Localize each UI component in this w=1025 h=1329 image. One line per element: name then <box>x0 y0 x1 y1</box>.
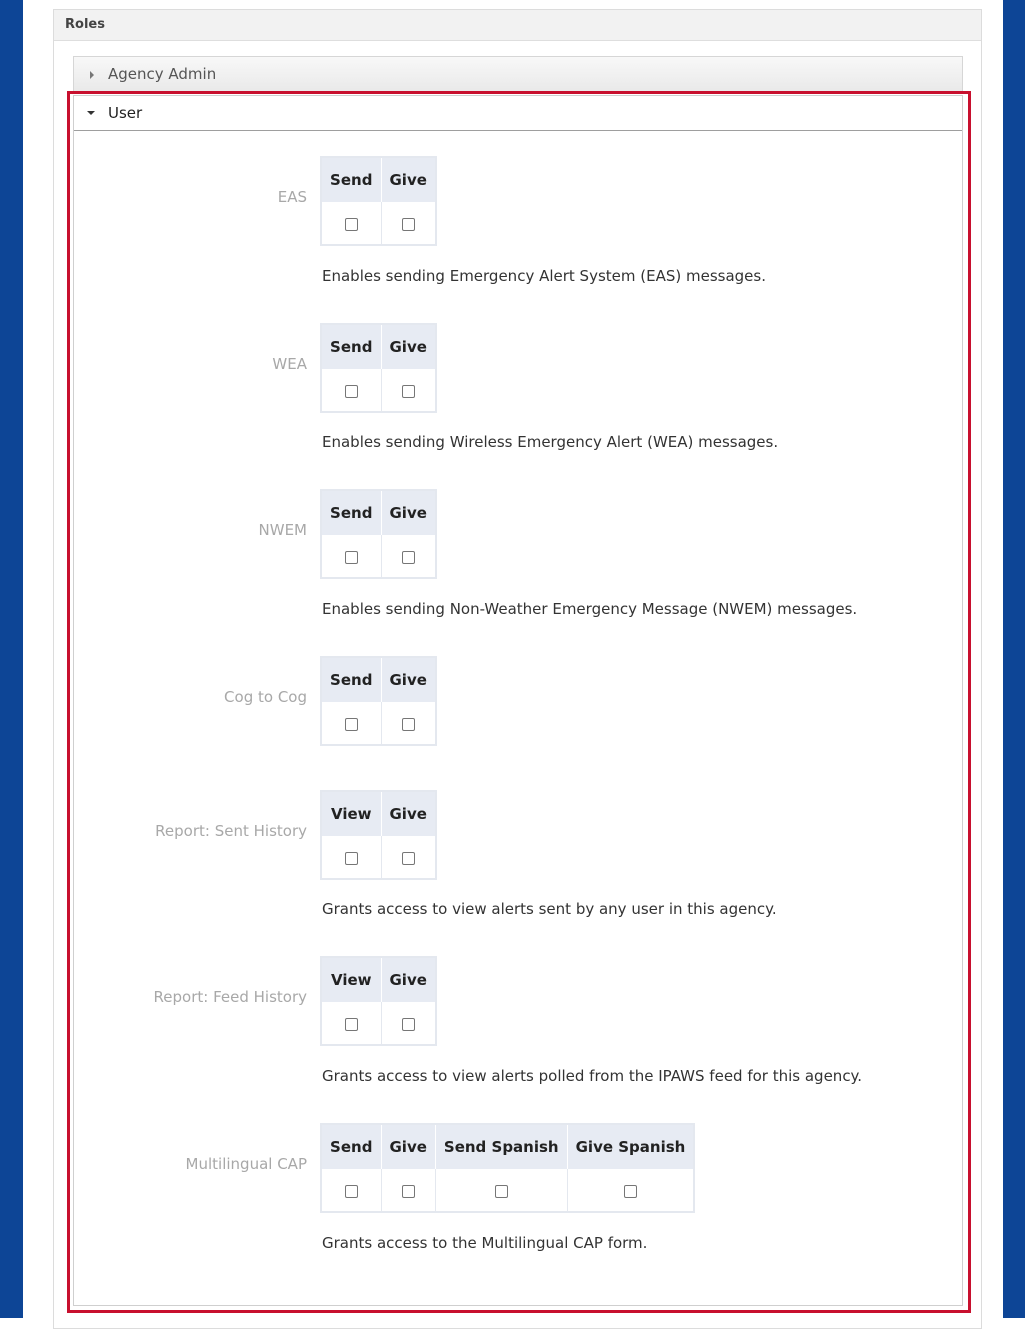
permission-table-report-sent-history <box>320 790 437 880</box>
column-header-send-spanish: Send Spanish <box>435 1124 567 1169</box>
cell-eas-send <box>321 202 381 245</box>
column-header-give: Give <box>381 657 436 702</box>
cell-wea-send <box>321 369 381 412</box>
permission-table-cog-to-cog <box>320 656 437 746</box>
permission-table-wea <box>320 323 437 413</box>
cell-cap-give <box>381 1169 435 1212</box>
column-header-give: Give <box>381 324 436 369</box>
cap-send-spanish-checkbox[interactable] <box>495 1185 508 1198</box>
permission-description-report-sent-history: Grants access to view alerts sent by any user in this agency. <box>322 900 777 918</box>
column-header-give: Give <box>381 791 436 836</box>
cap-give-checkbox[interactable] <box>402 1185 415 1198</box>
cell-cap-send-spanish <box>435 1169 567 1212</box>
cell-cap-send <box>321 1169 381 1212</box>
permission-description-eas: Enables sending Emergency Alert System (EAS) messages. <box>322 267 766 285</box>
sent-history-give-checkbox[interactable] <box>402 852 415 865</box>
column-header-send: Send <box>321 324 381 369</box>
cell-nwem-give <box>381 535 436 578</box>
cell-eas-give <box>381 202 436 245</box>
cell-cog-send <box>321 702 381 745</box>
permission-label-report-feed-history: Report: Feed History <box>153 988 307 1006</box>
permission-description-multilingual-cap: Grants access to the Multilingual CAP form. <box>322 1234 648 1252</box>
column-header-give: Give <box>381 490 436 535</box>
permission-label-report-sent-history: Report: Sent History <box>155 822 307 840</box>
accordion-user-label: User <box>108 104 143 122</box>
permission-label-wea: WEA <box>272 355 307 373</box>
eas-send-checkbox[interactable] <box>345 218 358 231</box>
permission-label-eas: EAS <box>277 188 307 206</box>
cap-send-checkbox[interactable] <box>345 1185 358 1198</box>
nwem-send-checkbox[interactable] <box>345 551 358 564</box>
cog-send-checkbox[interactable] <box>345 718 358 731</box>
permission-table-eas <box>320 156 437 246</box>
accordion-agency-admin[interactable] <box>73 56 963 92</box>
column-header-send: Send <box>321 157 381 202</box>
wea-give-checkbox[interactable] <box>402 385 415 398</box>
permission-table-nwem <box>320 489 437 579</box>
column-header-give: Give <box>381 957 436 1002</box>
cell-nwem-send <box>321 535 381 578</box>
feed-history-give-checkbox[interactable] <box>402 1018 415 1031</box>
right-blue-border <box>1003 0 1025 1318</box>
wea-send-checkbox[interactable] <box>345 385 358 398</box>
column-header-send: Send <box>321 657 381 702</box>
column-header-give: Give <box>381 1124 435 1169</box>
feed-history-view-checkbox[interactable] <box>345 1018 358 1031</box>
cell-sent-view <box>321 836 381 879</box>
cap-give-spanish-checkbox[interactable] <box>624 1185 637 1198</box>
permission-label-nwem: NWEM <box>258 521 307 539</box>
permission-table-report-feed-history <box>320 956 437 1046</box>
cell-cap-give-spanish <box>567 1169 694 1212</box>
eas-give-checkbox[interactable] <box>402 218 415 231</box>
column-header-view: View <box>321 791 381 836</box>
permission-label-cog-to-cog: Cog to Cog <box>224 688 307 706</box>
permission-description-report-feed-history: Grants access to view alerts polled from the IPAWS feed for this agency. <box>322 1067 863 1085</box>
permission-description-wea: Enables sending Wireless Emergency Alert (WEA) messages. <box>322 433 779 451</box>
caret-right-icon <box>90 71 94 79</box>
column-header-send: Send <box>321 1124 381 1169</box>
permission-description-nwem: Enables sending Non-Weather Emergency Message (NWEM) messages. <box>322 600 858 618</box>
left-blue-border <box>0 0 23 1318</box>
roles-panel-heading <box>54 10 981 41</box>
accordion-agency-admin-label: Agency Admin <box>108 65 217 83</box>
permission-table-multilingual-cap <box>320 1123 695 1213</box>
permission-label-multilingual-cap: Multilingual CAP <box>185 1155 307 1173</box>
column-header-give: Give <box>381 157 436 202</box>
cell-feed-give <box>381 1002 436 1045</box>
roles-panel-title: Roles <box>65 17 105 32</box>
cell-cog-give <box>381 702 436 745</box>
sent-history-view-checkbox[interactable] <box>345 852 358 865</box>
cell-wea-give <box>381 369 436 412</box>
cog-give-checkbox[interactable] <box>402 718 415 731</box>
nwem-give-checkbox[interactable] <box>402 551 415 564</box>
column-header-view: View <box>321 957 381 1002</box>
column-header-send: Send <box>321 490 381 535</box>
column-header-give-spanish: Give Spanish <box>567 1124 694 1169</box>
cell-sent-give <box>381 836 436 879</box>
cell-feed-view <box>321 1002 381 1045</box>
